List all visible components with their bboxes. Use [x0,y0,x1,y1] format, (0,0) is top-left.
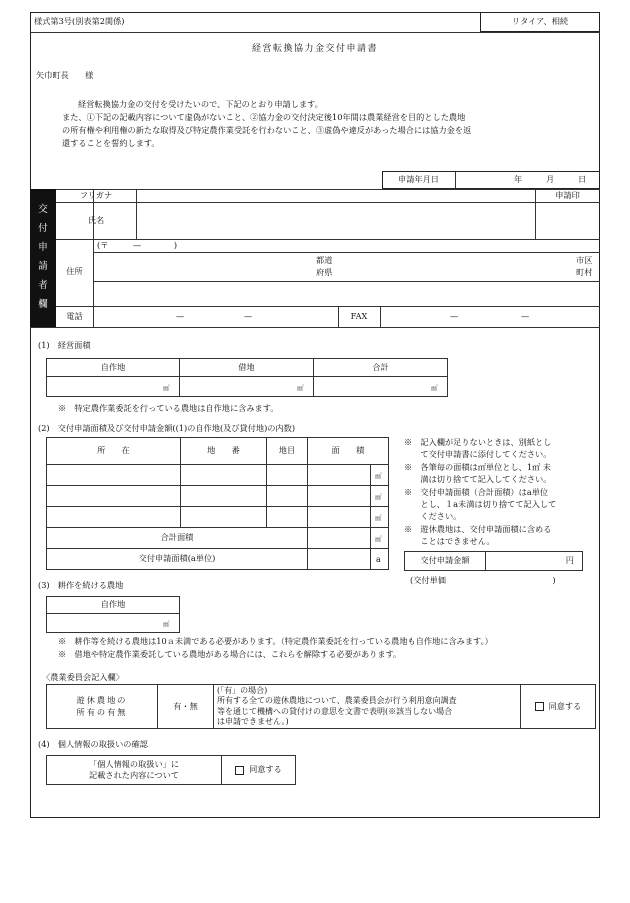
section2-heading: (2) 交付申請面積及び交付申請金額((1)の自作地(及び貸付地)の内数) [38,423,296,433]
furigana-input[interactable] [137,190,534,201]
privacy-label [46,755,222,785]
idle-land-explain-2: 所有する全ての遊休農地について、農業委員会が行う利用意向調査 [217,696,457,706]
s1-unit-total: ㎡ [431,384,438,392]
privacy-label-2: 記載された内容について [89,770,179,780]
s1-total-input[interactable] [313,376,448,397]
prefecture-todo: 都道 [316,255,333,265]
date-label: 申請年月日 [398,174,439,185]
committee-agree[interactable] [520,684,596,729]
s2-unit-total: ㎡ [375,535,382,543]
intro-line-1: 経営転換協力金の交付を受けたいので、下記のとおり申請します。 [78,99,323,109]
s1-unit-lease: ㎡ [297,384,304,392]
table-row[interactable] [266,506,308,528]
name-label: 氏名 [87,214,105,225]
intro-line-3: の所有権や利用権の新たな取得及び特定農作業受託を行わないこと、③虚偽や違反があった場合には協力金を返 [62,125,472,135]
postal-code[interactable]: (〒 — ) [97,240,178,250]
s2-note-4: ※ 交付申請面積（合計面積）はa単位 [404,487,549,497]
section1-note: ※ 特定農作業委託を行っている農地は自作地に含みます。 [58,403,279,413]
s2-unit-row2: ㎡ [375,493,382,501]
unit-price: (交付単価 ) [410,575,556,585]
s2-total-area-label [46,527,308,549]
table-row[interactable] [266,464,308,486]
s3-unit: ㎡ [163,620,170,628]
sidebar-char: 付 [38,223,48,235]
privacy-agree[interactable] [221,755,296,785]
fax-dash-1: — [450,311,459,321]
phone-label: 電話 [66,310,83,321]
page-title: 経営転換協力金交付申請書 [251,44,378,54]
s1-header-total [313,358,448,377]
s2-note-3: 満は切り捨てて記入してください。 [404,474,552,484]
s1-lease-input[interactable] [179,376,314,397]
table-row[interactable] [266,485,308,507]
s2-header-location-label: 所 在 [97,445,130,456]
idle-land-label-1: 遊休農地の [76,695,128,706]
furigana-label: フリガナ [79,189,113,200]
s3-header-own-label: 自作地 [100,599,126,610]
date-month: 月 [546,174,555,184]
seal-label: 申請印 [555,189,580,200]
idle-land-explain-4: は申請できません。) [217,716,289,726]
s3-header-own [46,596,180,614]
s2-unit-divider [370,464,371,570]
s2-header-type-label: 地目 [278,445,296,456]
applicant-bottom-line [30,327,600,328]
s1-unit-own: ㎡ [163,384,170,392]
city-chouson: 町村 [576,267,593,277]
prefecture-fuken: 府県 [316,267,333,277]
s2-note-7: ※ 遊休農地は、交付申請面積に含める [404,524,552,534]
section4-heading: (4) 個人情報の取扱いの確認 [38,739,148,749]
sidebar-char: 者 [38,280,48,292]
idle-land-label-2: 所有の有無 [76,706,128,717]
s2-grant-area-label [46,548,308,570]
table-row[interactable] [46,464,181,486]
sidebar-char: 交 [38,204,48,216]
committee-agree-label: 同意する [548,700,582,711]
s1-header-own [46,358,180,377]
intro-line-2: また、①下記の記載内容について虚偽がないこと、②協力金の交付決定後10年間は農業経営を目的とした農地 [62,112,466,122]
s2-header-area [307,437,389,465]
s1-header-total-label: 合計 [372,361,389,372]
checkbox-icon[interactable] [535,702,544,711]
fax-label: FAX [350,310,368,321]
s3-note-0: ※ 耕作等を続ける農地は10ａ未満である必要があります。（特定農作業委託を行っている農地も自作地に含みます。） [58,636,493,646]
s2-header-lot-label: 地 番 [207,445,240,456]
s2-header-location [46,437,181,465]
s2-note-5: とし、１a未満は切り捨てて記入して [404,499,557,509]
s3-own-input[interactable] [46,613,180,633]
date-day: 日 [578,174,587,184]
table-row[interactable] [46,485,181,507]
sidebar-char: 欄 [38,299,48,311]
s1-header-lease [179,358,314,377]
idle-land-choice[interactable] [157,684,214,729]
s2-header-area-label: 面 積 [331,445,365,456]
idle-land-label [46,684,158,729]
category-label: リタイア、相続 [511,16,569,27]
grant-amount-label [404,551,486,571]
s2-note-2: ※ 各筆毎の面積は㎡単位とし、1㎡ 未 [404,462,551,472]
grant-amount-input[interactable] [485,551,583,571]
privacy-agree-label: 同意する [249,764,282,775]
s2-unit-row3: ㎡ [375,514,382,522]
s2-unit-row1: ㎡ [375,472,382,480]
table-row[interactable] [46,506,181,528]
date-divider [455,171,456,189]
city-shiku: 市区 [576,255,593,265]
table-row[interactable] [180,464,267,486]
sidebar-char: 請 [38,261,48,273]
category-box [480,12,600,32]
section3-heading: (3) 耕作を続ける農地 [38,580,124,590]
s1-header-own-label: 自作地 [100,361,126,372]
s3-note-1: ※ 借地や特定農作業委託している農地がある場合には、これらを解除する必要があります。 [58,649,402,659]
s2-header-lot [180,437,267,465]
intro-line-4: 還することを誓約します。 [62,138,160,148]
s2-total-area-text: 合計面積 [160,532,194,543]
fax-dash-2: — [521,311,530,321]
phone-dash-2: — [244,311,253,321]
fax-right-line [380,306,381,327]
s2-header-type [266,437,308,465]
table-row[interactable] [180,485,267,507]
s2-unit-grant: a [376,555,381,564]
grant-amount-unit: 円 [565,555,574,566]
applicant-sidebar [30,189,56,327]
addressee: 矢巾町長 様 [36,70,94,80]
privacy-label-1: 「個人情報の取扱い」に [88,758,180,769]
s2-note-6: ください。 [404,511,462,521]
form-number: 様式第3号(別表第2関係) [34,16,125,26]
name-input[interactable] [137,203,534,238]
idle-land-explain-1: (「有」の場合) [217,685,268,695]
s2-note-1: て交付申請書に添付してください。 [404,449,552,459]
idle-land-choice-text: 有・無 [173,700,198,711]
s2-grant-area-text: 交付申請面積(a単位) [138,553,216,564]
seal-area[interactable] [536,203,599,238]
grant-amount-text: 交付申請金額 [420,555,470,566]
section1-heading: (1) 経営面積 [38,340,91,350]
table-row[interactable] [180,506,267,528]
s2-note-0: ※ 記入欄が足りないときは、別紙とし [404,437,552,447]
address-label: 住所 [66,266,83,277]
s1-header-lease-label: 借地 [238,361,255,372]
header-divider [30,32,600,33]
address-input[interactable] [94,282,599,305]
idle-land-explain-3: 等を通じて機構への貸付けの意思を文書で表明(※該当しない場合 [217,706,453,716]
phone-dash-1: — [176,311,185,321]
s2-note-8: ことはできません。 [404,536,495,546]
date-year: 年 [514,174,523,184]
committee-heading: 〈農業委員会記入欄〉 [42,672,124,682]
address-line [56,306,600,307]
checkbox-icon[interactable] [235,766,244,775]
sidebar-char: 申 [38,242,48,254]
idle-land-explain [213,684,521,729]
s1-own-input[interactable] [46,376,180,397]
postal-line [93,252,600,253]
